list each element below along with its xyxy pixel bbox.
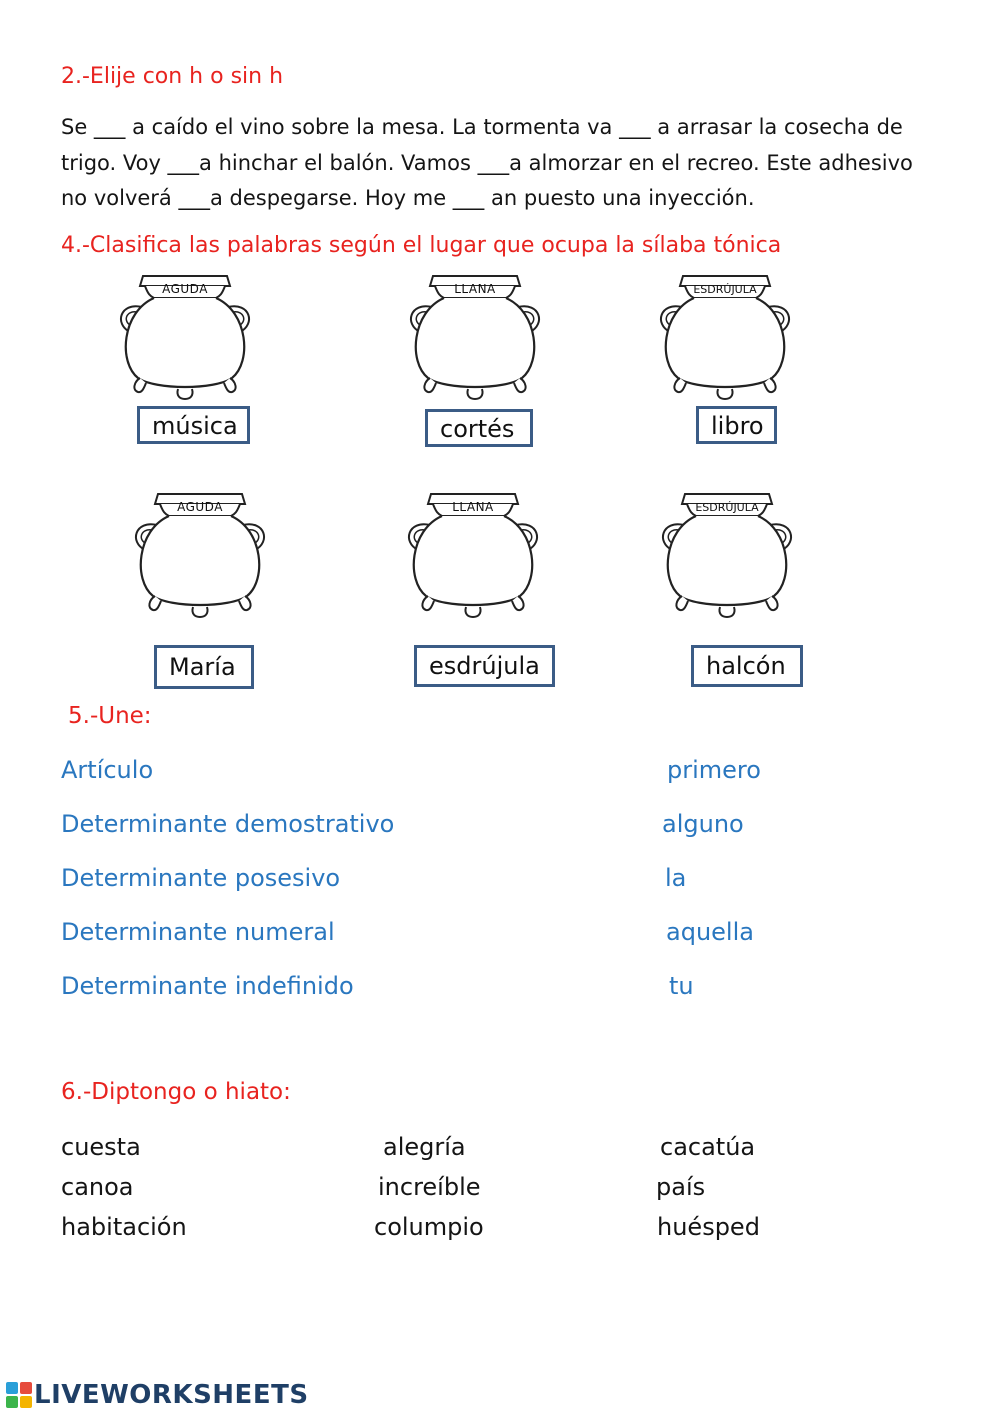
cauldron-aguda	[110, 262, 260, 412]
pot-label: ESDRÚJULA	[693, 283, 757, 296]
match-left-item[interactable]: Determinante demostrativo	[61, 810, 395, 838]
word-tile-maria[interactable]: María	[154, 645, 254, 689]
q4-title: 4.-Clasifica las palabras según el lugar que ocupa la sílaba tónica	[61, 233, 782, 258]
word-option[interactable]: habitación	[61, 1213, 187, 1241]
match-left-item[interactable]: Determinante numeral	[61, 918, 335, 946]
word-option[interactable]: país	[656, 1173, 706, 1201]
match-right-item[interactable]: aquella	[666, 918, 754, 946]
logo-text: LIVEWORKSHEETS	[34, 1380, 309, 1410]
match-left-item[interactable]: Determinante indefinido	[61, 972, 354, 1000]
word-option[interactable]: alegría	[383, 1133, 466, 1161]
match-right-item[interactable]: tu	[669, 972, 694, 1000]
q2-title: 2.-Elije con h o sin h	[61, 64, 284, 89]
pot-label: ESDRÚJULA	[695, 501, 759, 514]
word-option[interactable]: cacatúa	[660, 1133, 756, 1161]
word-tile-halcon[interactable]: halcón	[691, 645, 803, 687]
q2-paragraph: Se ___ a caído el vino sobre la mesa. La tormenta va ___ a arrasar la cosecha de trigo. Voy ___a hinchar el balón. Vamos ___a almorzar en el recreo. Este adhesivo no volverá ___a despegarse. Hoy me ___ an puesto una inyección.	[61, 115, 913, 210]
pot-label: LLANA	[452, 500, 494, 514]
pot-label: LLANA	[454, 282, 496, 296]
q6-title: 6.-Diptongo o hiato:	[61, 1079, 291, 1105]
logo-grid-icon	[6, 1382, 32, 1408]
cauldron-llana-2	[398, 480, 548, 630]
match-right-item[interactable]: alguno	[662, 810, 744, 838]
liveworksheets-logo	[6, 1380, 309, 1410]
word-tile-cortes[interactable]: cortés	[425, 409, 533, 447]
word-option[interactable]: columpio	[374, 1213, 484, 1241]
match-left-item[interactable]: Determinante posesivo	[61, 864, 341, 892]
word-tile-esdrujula[interactable]: esdrújula	[414, 645, 555, 687]
match-right-item[interactable]: la	[665, 864, 687, 892]
word-tile-libro[interactable]: libro	[696, 406, 777, 444]
match-left-item[interactable]: Artículo	[61, 756, 154, 784]
word-option[interactable]: cuesta	[61, 1133, 141, 1161]
cauldron-aguda-2	[125, 480, 275, 630]
word-tile-musica[interactable]: música	[137, 406, 250, 444]
cauldron-esdrujula	[650, 262, 800, 412]
cauldron-llana	[400, 262, 550, 412]
pot-label: AGUDA	[162, 282, 208, 296]
word-option[interactable]: canoa	[61, 1173, 134, 1201]
q5-title: 5.-Une:	[68, 703, 152, 729]
cauldron-esdrujula-2	[652, 480, 802, 630]
word-option[interactable]: increíble	[378, 1173, 481, 1201]
match-right-item[interactable]: primero	[667, 756, 761, 784]
word-option[interactable]: huésped	[657, 1213, 760, 1241]
pot-label: AGUDA	[177, 500, 223, 514]
